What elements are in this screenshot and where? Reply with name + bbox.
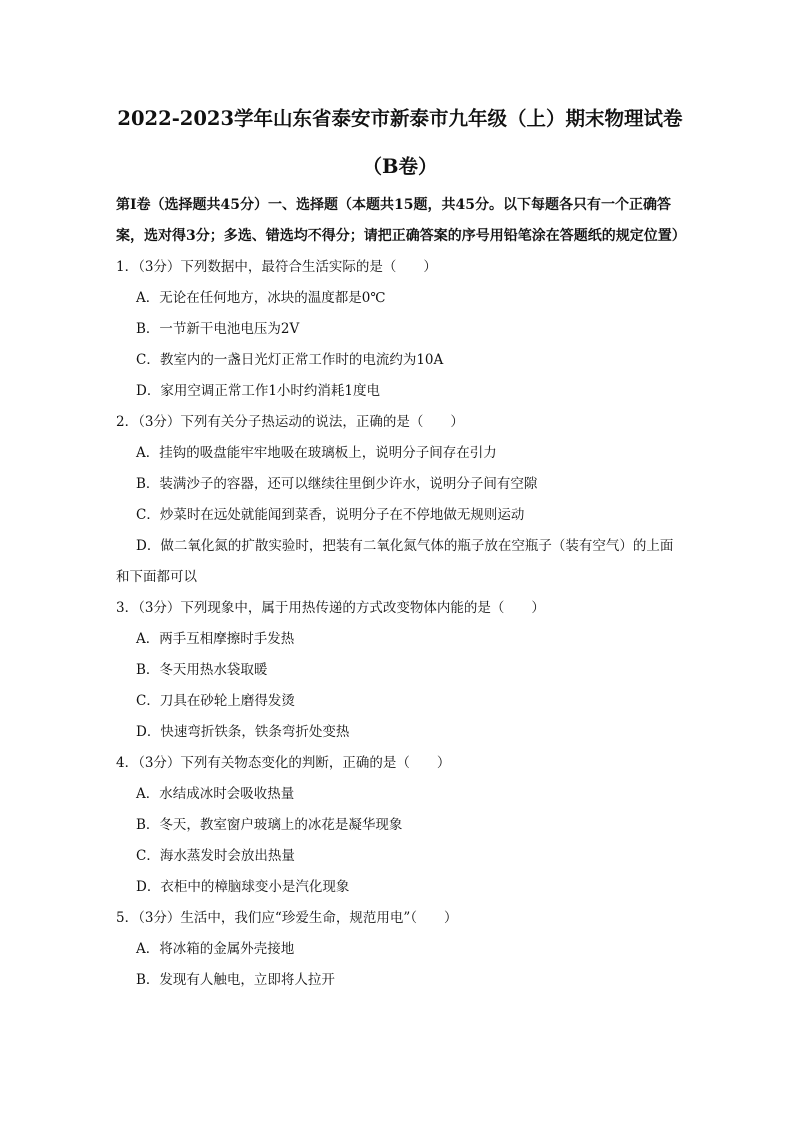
exam-subtitle: （B卷） [362, 155, 438, 178]
option-a: A．水结成冰时会吸收热量 [136, 786, 295, 802]
question-stem: 2．（3分）下列有关分子热运动的说法，正确的是（ ） [116, 414, 464, 430]
question-1 [116, 252, 684, 407]
option-a: A．将冰箱的金属外壳接地 [136, 941, 295, 957]
question-stem: 5．（3分）生活中，我们应“珍爱生命，规范用电”（ ） [116, 910, 458, 926]
section-instructions: 第Ⅰ卷（选择题共45分）一、选择题（本题共15题，共45分。以下每题各只有一个正确答案，选对得3分；多选、错选均不得分；请把正确答案的序号用铅笔涂在答题纸的规定位置） [116, 197, 686, 244]
option-b: B．装满沙子的容器，还可以继续往里倒少许水，说明分子间有空隙 [136, 476, 538, 492]
option-d: D．做二氧化氮的扩散实验时，把装有二氧化氮气体的瓶子放在空瓶子（装有空气）的上面和下面都可以 [116, 538, 674, 585]
question-4 [116, 748, 684, 903]
exam-title: 2022-2023学年山东省泰安市新泰市九年级（上）期末物理试卷 [117, 107, 683, 130]
option-a: A．两手互相摩擦时手发热 [136, 631, 295, 647]
option-b: B．冬天用热水袋取暖 [136, 662, 268, 678]
question-2 [116, 407, 684, 593]
option-b: B．一节新干电池电压为2V [136, 321, 300, 337]
question-stem: 3．（3分）下列现象中，属于用热传递的方式改变物体内能的是（ ） [116, 600, 545, 616]
option-a: A．挂钩的吸盘能牢牢地吸在玻璃板上，说明分子间存在引力 [136, 445, 497, 461]
question-stem: 1．（3分）下列数据中，最符合生活实际的是（ ） [116, 259, 437, 275]
question-3 [116, 593, 684, 748]
option-c: C．炒菜时在远处就能闻到菜香，说明分子在不停地做无规则运动 [136, 507, 525, 523]
question-5 [116, 903, 684, 996]
option-c: C．教室内的一盏日光灯正常工作时的电流约为10A [136, 352, 444, 368]
option-c: C．海水蒸发时会放出热量 [136, 848, 295, 864]
question-stem: 4．（3分）下列有关物态变化的判断，正确的是（ ） [116, 755, 451, 771]
option-b: B．发现有人触电，立即将人拉开 [136, 972, 335, 988]
option-b: B．冬天，教室窗户玻璃上的冰花是凝华现象 [136, 817, 403, 833]
option-d: D．家用空调正常工作1小时约消耗1度电 [136, 383, 381, 399]
option-d: D．衣柜中的樟脑球变小是汽化现象 [136, 879, 350, 895]
option-c: C．刀具在砂轮上磨得发烫 [136, 693, 295, 709]
option-d: D．快速弯折铁条，铁条弯折处变热 [136, 724, 350, 740]
option-a: A．无论在任何地方，冰块的温度都是0℃ [136, 290, 386, 306]
